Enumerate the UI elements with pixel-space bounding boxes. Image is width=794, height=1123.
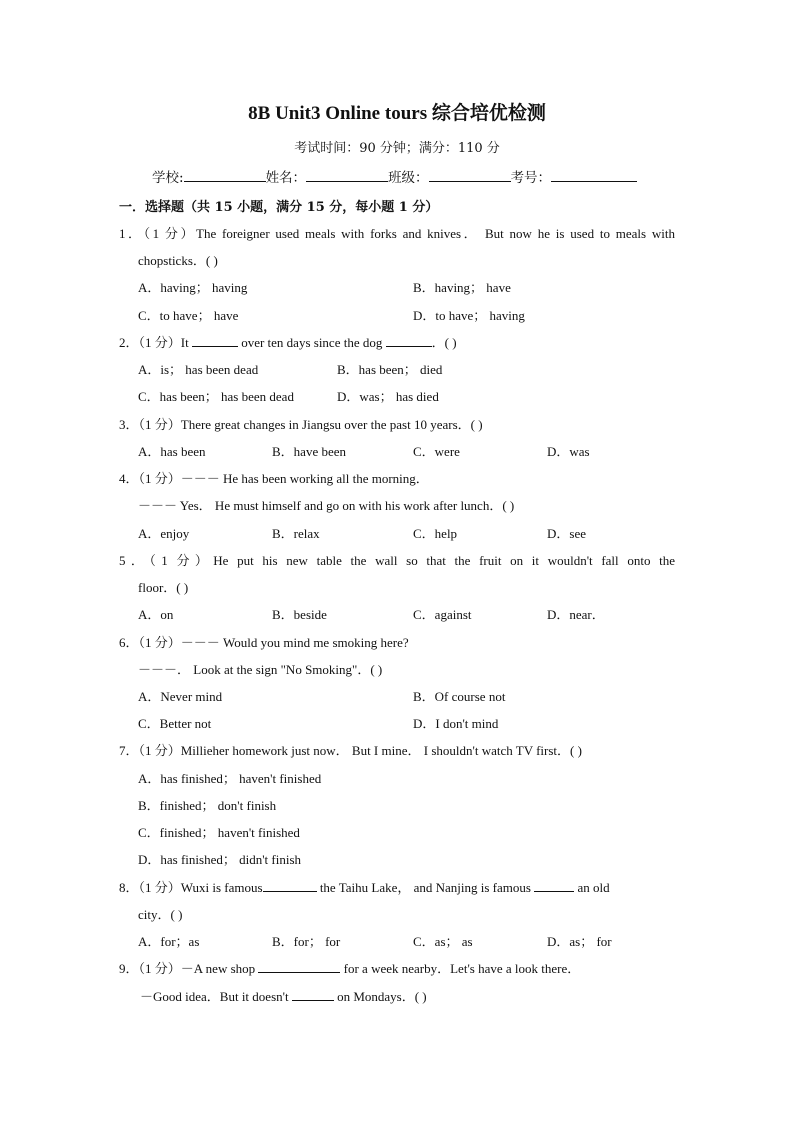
q9-blank-1[interactable] <box>258 960 340 973</box>
q1-option-c[interactable]: C．to have； have <box>138 308 239 323</box>
q6-option-b[interactable]: B．Of course not <box>413 689 506 704</box>
q2-stem-part2: over ten days since the dog <box>237 335 386 350</box>
q9-stem <box>119 958 580 977</box>
q2-option-b[interactable]: B．has been； died <box>337 362 443 377</box>
name-label: 姓名： <box>265 170 307 186</box>
q7-stem: 7．（1 分）Millieher homework just now． But I mine． I shouldn't watch TV first．( ) <box>119 743 582 758</box>
q7-option-c[interactable]: C．finished； haven't finished <box>138 825 300 840</box>
q8-stem <box>119 877 675 896</box>
q4-stem-cont: －－－ Yes． He must himself and go on with his work after lunch．( ) <box>138 498 515 513</box>
q2-blank-1[interactable] <box>192 334 238 347</box>
q9-stem-part4: on Mondays．( ) <box>333 989 427 1004</box>
q9-stem-part3: －Good idea．But it doesn't <box>140 989 292 1004</box>
q8-option-c[interactable]: C．as； as <box>413 934 473 949</box>
q4-stem: 4．（1 分）－－－ He has been working all the morning． <box>119 471 429 486</box>
q2-stem-part1: 2．（1 分）It <box>119 335 192 350</box>
q5-option-c[interactable]: C．against <box>413 607 472 622</box>
q3-option-c[interactable]: C．were <box>413 444 460 459</box>
q3-option-d[interactable]: D．was <box>547 444 590 459</box>
q2-stem-part3: ．( ) <box>431 335 457 350</box>
q4-option-d[interactable]: D．see <box>547 526 586 541</box>
q3-stem: 3．（1 分）There great changes in Jiangsu over the past 10 years．( ) <box>119 417 483 432</box>
q8-stem-part1: 8．（1 分）Wuxi is famous <box>119 880 263 895</box>
class-blank[interactable] <box>429 167 511 182</box>
q6-option-d[interactable]: D．I don't mind <box>413 716 499 731</box>
q6-option-c[interactable]: C．Better not <box>138 716 212 731</box>
school-label: 学校: <box>152 170 184 186</box>
q6-stem-cont: －－－． Look at the sign "No Smoking"．( ) <box>138 662 383 677</box>
q7-option-b[interactable]: B．finished； don't finish <box>138 798 277 813</box>
q6-option-a[interactable]: A．Never mind <box>138 689 223 704</box>
q1-stem-cont: chopsticks．( ) <box>138 253 218 268</box>
q2-blank-2[interactable] <box>386 334 432 347</box>
q9-stem-part1: 9．（1 分）－A new shop <box>119 961 259 976</box>
q8-stem-part2: the Taihu Lake， and Nanjing is famous <box>316 880 535 895</box>
q4-option-b[interactable]: B．relax <box>272 526 320 541</box>
school-blank[interactable] <box>184 167 266 182</box>
number-label: 考号： <box>510 170 552 186</box>
q6-stem: 6．（1 分）－－－ Would you mind me smoking here? <box>119 635 409 650</box>
q4-option-c[interactable]: C．help <box>413 526 458 541</box>
q2-option-c[interactable]: C．has been； has been dead <box>138 389 294 404</box>
q8-blank-1[interactable] <box>263 879 317 892</box>
q7-option-d[interactable]: D．has finished； didn't finish <box>138 852 302 867</box>
q2-option-d[interactable]: D．was； has died <box>337 389 439 404</box>
q8-option-d[interactable]: D．as； for <box>547 934 612 949</box>
q5-option-d[interactable]: D．near． <box>547 607 605 622</box>
q8-stem-cont: city．( ) <box>138 907 183 922</box>
q8-option-a[interactable]: A．for；as <box>138 934 200 949</box>
q1-option-b[interactable]: B．having； have <box>413 280 511 295</box>
q9-stem-cont <box>140 986 427 1005</box>
name-blank[interactable] <box>306 167 388 182</box>
q2-stem <box>119 332 457 351</box>
section-title: 一．选择题（共 15 小题，满分 15 分，每小题 1 分） <box>119 200 439 215</box>
class-label: 班级： <box>388 170 429 186</box>
student-info-row <box>152 166 637 186</box>
q2-option-a[interactable]: A．is； has been dead <box>138 362 259 377</box>
q1-option-a[interactable]: A．having； having <box>138 280 248 295</box>
q5-stem-cont: floor．( ) <box>138 580 189 595</box>
q5-option-b[interactable]: B．beside <box>272 607 327 622</box>
q9-stem-part2: for a week nearby．Let's have a look there． <box>340 961 581 976</box>
q3-option-a[interactable]: A．has been <box>138 444 206 459</box>
q5-option-a[interactable]: A．on <box>138 607 174 622</box>
exam-title: 8B Unit3 Online tours 综合培优检测 <box>248 103 546 124</box>
q9-blank-2[interactable] <box>292 988 334 1001</box>
q8-option-b[interactable]: B．for； for <box>272 934 341 949</box>
q1-stem: 1．（1 分）The foreigner used meals with forks and knives． But now he is used to meals with <box>119 226 675 241</box>
q1-option-d[interactable]: D．to have； having <box>413 308 525 323</box>
q7-option-a[interactable]: A．has finished； haven't finished <box>138 771 322 786</box>
q8-stem-part3: an old <box>574 880 610 895</box>
q5-stem: 5．（1 分）He put his new table the wall so that the fruit on it wouldn't fall onto the <box>119 553 675 568</box>
q3-option-b[interactable]: B．have been <box>272 444 347 459</box>
q8-blank-2[interactable] <box>534 879 574 892</box>
number-blank[interactable] <box>551 167 637 182</box>
q4-option-a[interactable]: A．enjoy <box>138 526 190 541</box>
exam-subtitle: 考试时间：90 分钟；满分：110 分 <box>294 141 500 156</box>
